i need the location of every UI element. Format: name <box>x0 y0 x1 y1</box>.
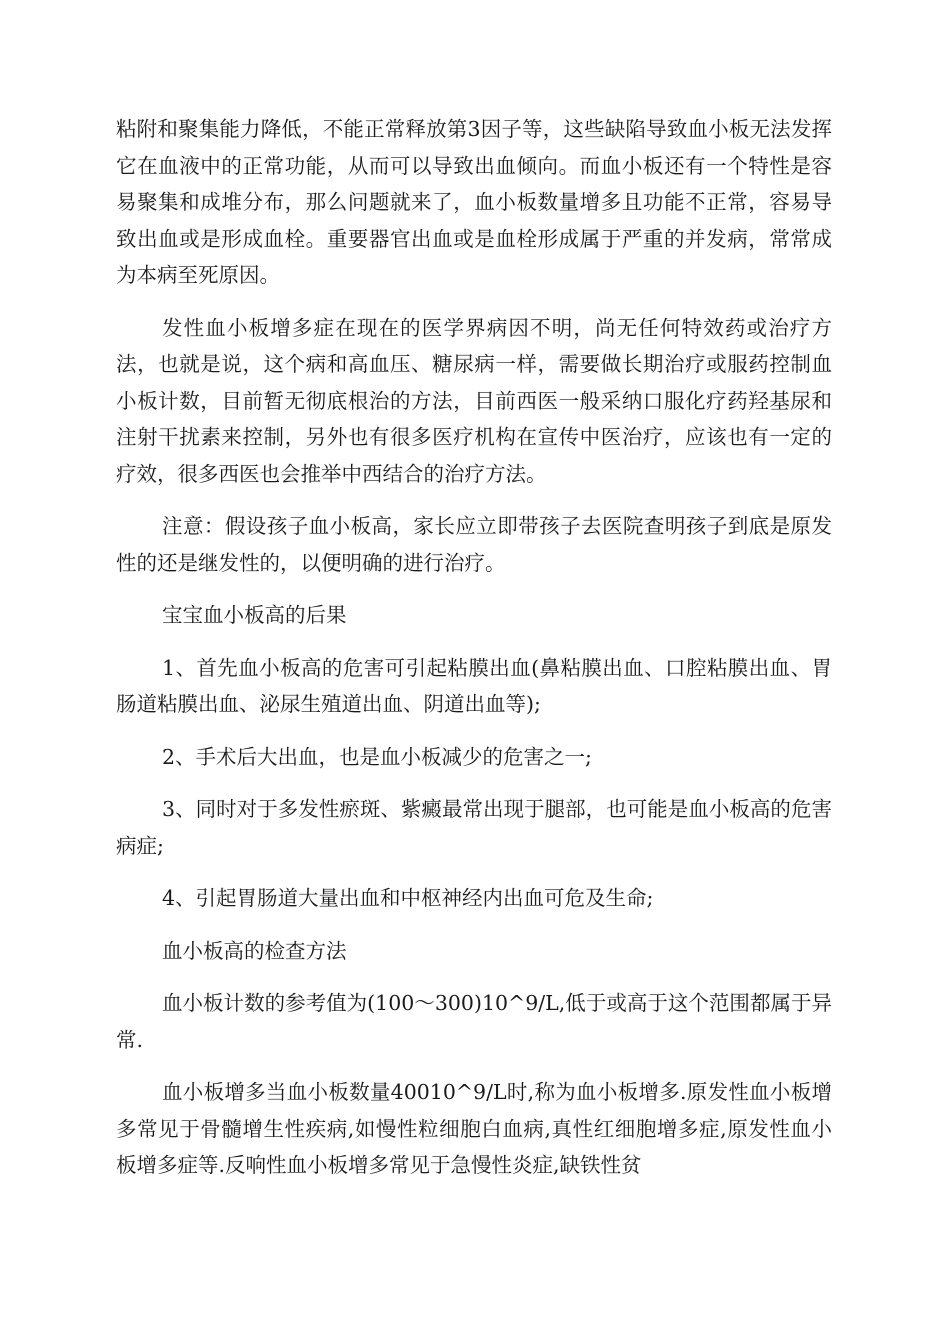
list-item-4: 4、引起胃肠道大量出血和中枢神经内出血可危及生命; <box>162 886 654 910</box>
list-item-2: 2、手术后大出血，也是血小板减少的危害之一; <box>162 744 592 769</box>
paragraph-continuation: 粘附和聚集能力降低，不能正常释放第3因子等，这些缺陷导致血小板无法发挥它在血液中的正常功能，从而可以导致出血倾向。而血小板还有一个特性是容易聚集和成堆分布，那么问题就来了，血小板数量增多且功能不正常，容易导致出血或是形成血栓。重要器官出血或是血栓形成属于严重的并发病，常常成为本病至死原因。 <box>116 117 832 287</box>
paragraph-notice: 注意：假设孩子血小板高，家长应立即带孩子去医院查明孩子到底是原发性的还是继发性的，以便明确的进行治疗。 <box>116 514 832 575</box>
list-item-1: 1、首先血小板高的危害可引起粘膜出血(鼻粘膜出血、口腔粘膜出血、胃肠道粘膜出血、泌尿生殖道出血、阴道出血等); <box>116 655 832 716</box>
paragraph-reference-value: 血小板计数的参考值为(100～300)10^9/L,低于或高于这个范围都属于异常. <box>116 991 832 1052</box>
list-item-3: 3、同时对于多发性瘀斑、紫癜最常出现于腿部，也可能是血小板高的危害病症; <box>116 797 832 858</box>
paragraph-treatment: 发性血小板增多症在现在的医学界病因不明，尚无任何特效药或治疗方法，也就是说，这个病和高血压、糖尿病一样，需要做长期治疗或服药控制血小板计数，目前暂无彻底根治的方法，目前西医一般采纳口服化疗药羟基尿和注射干扰素来控制，另外也有很多医疗机构在宣传中医治疗，应该也有一定的疗效，很多西医也会推举中西结合的治疗方法。 <box>116 315 832 486</box>
document-body <box>116 111 832 1184</box>
section-heading-consequences: 宝宝血小板高的后果 <box>162 603 347 627</box>
paragraph-thrombocytosis: 血小板增多当血小板数量40010^9/L时,称为血小板增多.原发性血小板增多常见于骨髓增生性疾病,如慢性粒细胞白血病,真性红细胞增多症,原发性血小板增多症等.反响性血小板增多常见于急慢性炎症,缺铁性贫 <box>116 1080 832 1177</box>
section-heading-examination: 血小板高的检查方法 <box>162 938 347 963</box>
